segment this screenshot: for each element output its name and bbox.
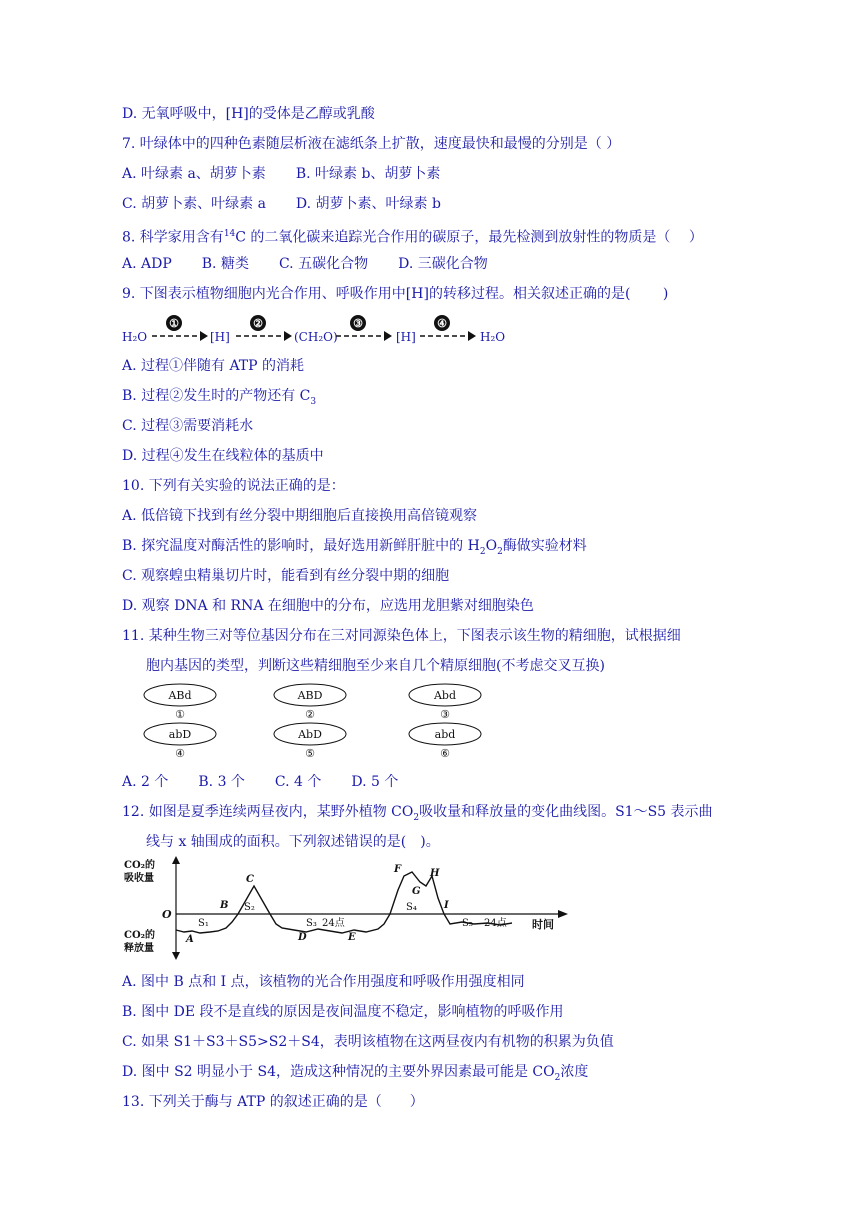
cell-genes: ABD xyxy=(297,689,323,702)
cell-number: ⑤ xyxy=(305,747,315,760)
q10-option-b xyxy=(122,536,587,562)
cell-number: ② xyxy=(305,708,315,721)
q9-option-b xyxy=(122,386,316,412)
area-label: S₃ xyxy=(306,918,317,929)
area-label: S₂ xyxy=(244,902,255,913)
q12d-text-end: 浓度 xyxy=(560,1064,589,1080)
y-axis-top-label: CO₂的 xyxy=(124,860,156,871)
q9b-subscript: 3 xyxy=(310,396,317,407)
y-axis-bottom-label: CO₂的 xyxy=(124,930,156,941)
q10b-text-start: B. 探究温度对酶活性的影响时，最好选用新鲜肝脏中的 H xyxy=(122,538,480,554)
area-label: S₅ xyxy=(462,918,473,929)
q6-option-d: D. 无氧呼吸中，[H]的受体是乙醇或乳酸 xyxy=(122,106,375,122)
q9-option-c: C. 过程③需要消耗水 xyxy=(122,418,254,434)
question-11-line-1: 11. 某种生物三对等位基因分布在三对同源染色体上，下图表示该生物的精细胞，试根据细 xyxy=(122,628,681,644)
q11-option-d: D. 5 个 xyxy=(351,774,399,790)
hydrogen-transfer-diagram xyxy=(122,314,522,348)
q7-option-d: D. 胡萝卜素、叶绿素 b xyxy=(295,196,441,212)
q11-option-b: B. 3 个 xyxy=(198,774,245,790)
point-label: H xyxy=(430,868,440,879)
origin-label: O xyxy=(162,908,172,921)
q7-option-b: B. 叶绿素 b、胡萝卜素 xyxy=(295,166,441,182)
sperm-cell xyxy=(274,723,346,760)
q8-isotope-superscript: 14 xyxy=(223,229,236,239)
q7-option-c: C. 胡萝卜素、叶绿素 a xyxy=(122,196,266,212)
q12-text-start: 12. 如图是夏季连续两昼夜内，某野外植物 CO xyxy=(122,804,414,820)
cell-genes: AbD xyxy=(298,728,322,741)
q10b-text-mid: O xyxy=(485,538,498,554)
cell-number: ⑥ xyxy=(440,747,450,760)
x-axis-label: 时间 xyxy=(532,918,554,931)
q7-options-ab xyxy=(122,164,440,184)
q9-option-a: A. 过程①伴随有 ATP 的消耗 xyxy=(122,358,305,374)
area-label: S₁ xyxy=(198,918,209,929)
chain-item: H₂O xyxy=(122,330,148,344)
q10b-subscript: 2 xyxy=(497,546,503,557)
q12-text-end: 吸收量和释放量的变化曲线图。S1～S5 表示曲 xyxy=(419,804,713,820)
q12d-text-start: D. 图中 S2 明显小于 S4，造成这种情况的主要外界因素最可能是 CO xyxy=(122,1064,555,1080)
point-label: I xyxy=(444,900,449,911)
co2-exchange-graph xyxy=(122,856,572,960)
cell-genes: ABd xyxy=(168,689,192,702)
q12-subscript: 2 xyxy=(413,812,420,823)
question-10: 10. 下列有关实验的说法正确的是： xyxy=(122,478,345,494)
cell-number: ③ xyxy=(440,708,450,721)
q7-options-cd xyxy=(122,194,441,214)
q12-option-c: C. 如果 S1＋S3＋S5>S2＋S4，表明该植物在这两昼夜内有机物的积累为负值 xyxy=(122,1034,614,1050)
question-7: 7. 叶绿体中的四种色素随层析液在滤纸条上扩散，速度最快和最慢的分别是（ ） xyxy=(122,136,621,152)
q9b-text: B. 过程②发生时的产物还有 C xyxy=(122,388,311,404)
q8-text-end: C 的二氧化碳来追踪光合作用的碳原子，最先检测到放射性的物质是（ ） xyxy=(235,229,703,246)
q8-option-c: C. 五碳化合物 xyxy=(278,256,369,272)
q8-text-start: 8. 科学家用含有 xyxy=(122,229,224,246)
q10-option-a: A. 低倍镜下找到有丝分裂中期细胞后直接换用高倍镜观察 xyxy=(122,508,478,524)
q12-option-d xyxy=(122,1062,588,1088)
sperm-cell xyxy=(274,684,346,721)
point-label: F xyxy=(394,864,402,875)
midnight-label: 24点 xyxy=(322,918,345,929)
q8-option-a: A. ADP xyxy=(122,256,172,272)
q12-option-a: A. 图中 B 点和 I 点，该植物的光合作用强度和呼吸作用强度相同 xyxy=(122,974,525,990)
q12d-subscript: 2 xyxy=(554,1072,561,1083)
q11-options xyxy=(122,772,398,792)
point-label: A xyxy=(186,934,194,945)
sperm-cell xyxy=(144,684,216,721)
sperm-cell xyxy=(409,684,481,721)
chain-item: H₂O xyxy=(480,330,506,344)
step-number: ② xyxy=(253,317,263,330)
point-label: B xyxy=(220,900,229,911)
q8-option-d: D. 三碳化合物 xyxy=(398,256,488,272)
q10b-subscript: 2 xyxy=(479,546,486,557)
point-label: G xyxy=(412,886,421,897)
q7-option-a: A. 叶绿素 a、胡萝卜素 xyxy=(122,166,266,182)
question-9: 9. 下图表示植物细胞内光合作用、呼吸作用中[H]的转移过程。相关叙述正确的是( ) xyxy=(122,286,669,302)
q9-option-d: D. 过程④发生在线粒体的基质中 xyxy=(122,448,324,464)
cell-number: ① xyxy=(175,708,185,721)
chain-item: [H] xyxy=(210,330,230,344)
y-axis-top-label: 吸收量 xyxy=(124,873,154,884)
question-12-line-1 xyxy=(122,802,713,828)
q8-options xyxy=(122,254,488,274)
q10b-text-end: 酶做实验材料 xyxy=(502,538,587,554)
chain-item: [H] xyxy=(396,330,416,344)
q11-option-a: A. 2 个 xyxy=(122,774,169,790)
cell-genes: Abd xyxy=(433,689,457,702)
step-number: ③ xyxy=(353,317,363,330)
cell-genes: abd xyxy=(434,728,456,741)
chain-item: (CH₂O) xyxy=(294,330,338,344)
step-number: ④ xyxy=(437,317,447,330)
cell-number: ④ xyxy=(175,747,185,760)
question-12-line-2: 线与 x 轴围成的面积。下列叙述错误的是( )。 xyxy=(146,834,440,850)
question-8 xyxy=(122,224,703,248)
sperm-cells-diagram xyxy=(140,680,500,766)
cell-genes: abD xyxy=(168,728,192,741)
point-label: C xyxy=(246,874,254,885)
y-axis-bottom-label: 释放量 xyxy=(124,943,154,954)
question-13: 13. 下列关于酶与 ATP 的叙述正确的是（ ） xyxy=(122,1094,424,1110)
sperm-cell xyxy=(144,723,216,760)
q12-option-b: B. 图中 DE 段不是直线的原因是夜间温度不稳定，影响植物的呼吸作用 xyxy=(122,1004,564,1020)
question-11-line-2: 胞内基因的类型，判断这些精细胞至少来自几个精原细胞(不考虑交叉互换) xyxy=(146,658,605,674)
q10-option-c: C. 观察蝗虫精巢切片时，能看到有丝分裂中期的细胞 xyxy=(122,568,450,584)
point-label: E xyxy=(348,932,356,943)
midnight-label: 24点 xyxy=(484,918,507,929)
q10-option-d: D. 观察 DNA 和 RNA 在细胞中的分布，应选用龙胆紫对细胞染色 xyxy=(122,598,534,614)
q11-option-c: C. 4 个 xyxy=(274,774,322,790)
point-label: D xyxy=(298,932,307,943)
area-label: S₄ xyxy=(406,902,417,913)
q8-option-b: B. 糖类 xyxy=(201,256,249,272)
sperm-cell xyxy=(409,723,481,760)
step-number: ① xyxy=(169,317,179,330)
